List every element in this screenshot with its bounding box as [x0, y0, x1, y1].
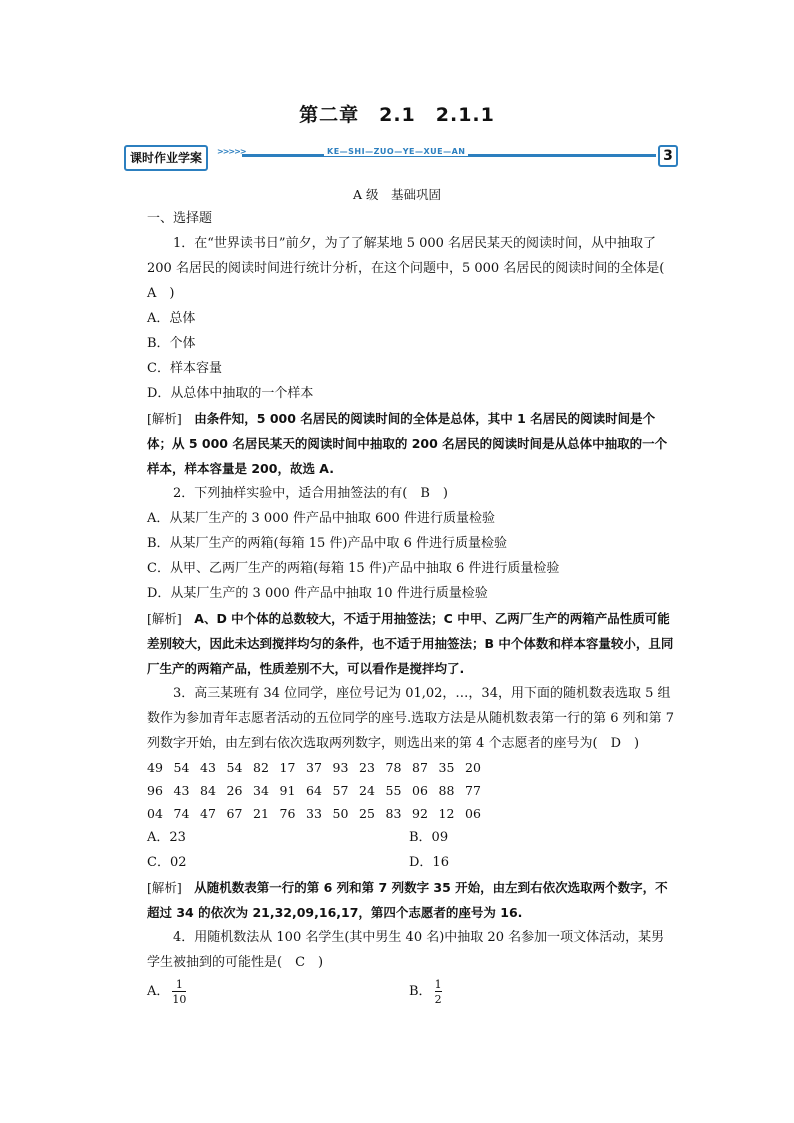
- cell: 26: [226, 783, 243, 798]
- banner-arrows: >>>>>: [217, 147, 246, 156]
- question-2-option-b: B．从某厂生产的两箱(每箱 15 件)产品中取 6 件进行质量检验: [147, 536, 508, 551]
- question-4-stem: 4．用随机数法从 100 名学生(其中男生 40 名)中抽取 20 名参加一项文体活动，某男学生被抽到的可能性是( C ): [147, 930, 665, 970]
- cell: 33: [306, 806, 322, 821]
- random-row-2: [147, 779, 677, 802]
- question-3-options-row-1: [147, 825, 677, 850]
- level-title: A 级 基础巩固: [352, 187, 441, 202]
- denominator: 2: [434, 992, 442, 1006]
- cell: 82: [253, 760, 269, 775]
- cell: 76: [279, 806, 296, 821]
- cell: 78: [385, 760, 402, 775]
- cell: 49: [147, 760, 163, 775]
- question-3-analysis: [147, 875, 677, 925]
- question-4-option-a: [147, 975, 409, 1009]
- cell: 34: [253, 783, 269, 798]
- cell: 17: [279, 760, 296, 775]
- question-4-option-b: [409, 975, 671, 1009]
- cell: 43: [173, 783, 190, 798]
- cell: 93: [332, 760, 349, 775]
- question-1-option-d: D．从总体中抽取的一个样本: [147, 386, 314, 401]
- cell: 21: [253, 806, 269, 821]
- analysis-tag: [解析]: [147, 611, 182, 626]
- numerator: 1: [175, 977, 183, 991]
- analysis-tag: [解析]: [147, 880, 182, 895]
- question-4-options: [147, 975, 677, 1009]
- cell: 24: [359, 783, 375, 798]
- cell: 35: [438, 760, 455, 775]
- analysis-text: A、D 中个体的总数较大，不适于用抽签法；C 中甲、乙两厂生产的两箱产品性质可能差别较大，因此未达到搅拌均匀的条件，也不适于用抽签法；B 中个体数和样本容量较小，且同厂生产的两箱产品，性质差别不大，可以看作是搅拌均了.: [147, 611, 674, 676]
- banner-pinyin: KE—SHI—ZUO—YE—XUE—AN: [324, 147, 468, 156]
- random-row-3: [147, 802, 677, 825]
- cell: 20: [465, 760, 481, 775]
- question-3-option-a: A．23: [147, 830, 186, 845]
- option-prefix: A．: [147, 984, 170, 999]
- cell: 88: [438, 783, 455, 798]
- cell: 12: [438, 806, 455, 821]
- cell: 91: [279, 783, 296, 798]
- analysis-text: 由条件知，5 000 名居民的阅读时间的全体是总体，其中 1 名居民的阅读时间是个体；从 5 000 名居民某天的阅读时间中抽取的 200 名居民的阅读时间是从总体中抽取的一个样本，样本容量是 200，故选 A.: [147, 411, 668, 476]
- question-2-stem: 2．下列抽样实验中，适合用抽签法的有( B ): [173, 486, 448, 501]
- cell: 57: [332, 783, 349, 798]
- random-number-table: [147, 756, 677, 825]
- option-prefix: B．: [409, 984, 432, 999]
- cell: 54: [226, 760, 243, 775]
- cell: 64: [306, 783, 322, 798]
- banner-number: 3: [658, 145, 678, 167]
- cell: 50: [332, 806, 349, 821]
- question-3-stem: 3．高三某班有 34 位同学，座位号记为 01,02，…，34，用下面的随机数表选取 5 组数作为参加青年志愿者活动的五位同学的座号.选取方法是从随机数表第一行的第 6 列和第 7 列数字开始，由左到右依次选取两列数字，则选出来的第 4 个志愿者的座号为( D ): [147, 686, 675, 751]
- cell: 25: [359, 806, 375, 821]
- cell: 74: [173, 806, 190, 821]
- analysis-tag: [解析]: [147, 411, 182, 426]
- cell: 83: [385, 806, 402, 821]
- fraction: [172, 978, 186, 1006]
- question-1-option-c: C．样本容量: [147, 361, 222, 376]
- question-3-options-row-2: [147, 850, 677, 875]
- cell: 37: [306, 760, 322, 775]
- cell: 54: [173, 760, 190, 775]
- cell: 96: [147, 783, 163, 798]
- denominator: 10: [172, 992, 187, 1006]
- question-2-option-a: A．从某厂生产的 3 000 件产品中抽取 600 件进行质量检验: [147, 511, 495, 526]
- cell: 77: [465, 783, 481, 798]
- question-1-stem: 1．在“世界读书日”前夕，为了了解某地 5 000 名居民某天的阅读时间，从中抽取了 200 名居民的阅读时间进行统计分析，在这个问题中，5 000 名居民的阅读时间的全体是( A ): [147, 236, 678, 301]
- random-row-1: [147, 756, 677, 779]
- fraction: [435, 978, 442, 1006]
- cell: 92: [412, 806, 428, 821]
- question-2-analysis: [147, 606, 677, 681]
- question-2-option-d: D．从某厂生产的 3 000 件产品中抽取 10 件进行质量检验: [147, 586, 488, 601]
- question-3-option-d: D．16: [409, 855, 449, 870]
- cell: 06: [465, 806, 481, 821]
- cell: 55: [385, 783, 402, 798]
- cell: 87: [412, 760, 428, 775]
- question-1-analysis: [147, 406, 677, 481]
- section-banner: [122, 145, 682, 171]
- cell: 06: [412, 783, 428, 798]
- question-1-option-a: A．总体: [147, 311, 196, 326]
- banner-label: 课时作业学案: [124, 145, 208, 171]
- question-3-option-b: B．09: [409, 830, 449, 845]
- cell: 04: [147, 806, 163, 821]
- cell: 67: [226, 806, 243, 821]
- cell: 43: [200, 760, 216, 775]
- cell: 23: [359, 760, 375, 775]
- question-3-option-c: C．02: [147, 855, 187, 870]
- question-1-option-b: B．个体: [147, 336, 196, 351]
- cell: 84: [200, 783, 216, 798]
- content: [147, 206, 677, 1009]
- cell: 47: [200, 806, 216, 821]
- analysis-text: 从随机数表第一行的第 6 列和第 7 列数字 35 开始，由左到右依次选取两个数字，不超过 34 的依次为 21,32,09,16,17，第四个志愿者的座号为 16.: [147, 880, 668, 920]
- question-2-option-c: C．从甲、乙两厂生产的两箱(每箱 15 件)产品中抽取 6 件进行质量检验: [147, 561, 560, 576]
- page-title: 第二章 2.1 2.1.1: [299, 104, 495, 126]
- numerator: 1: [434, 977, 442, 991]
- section-title: 一、选择题: [147, 211, 213, 226]
